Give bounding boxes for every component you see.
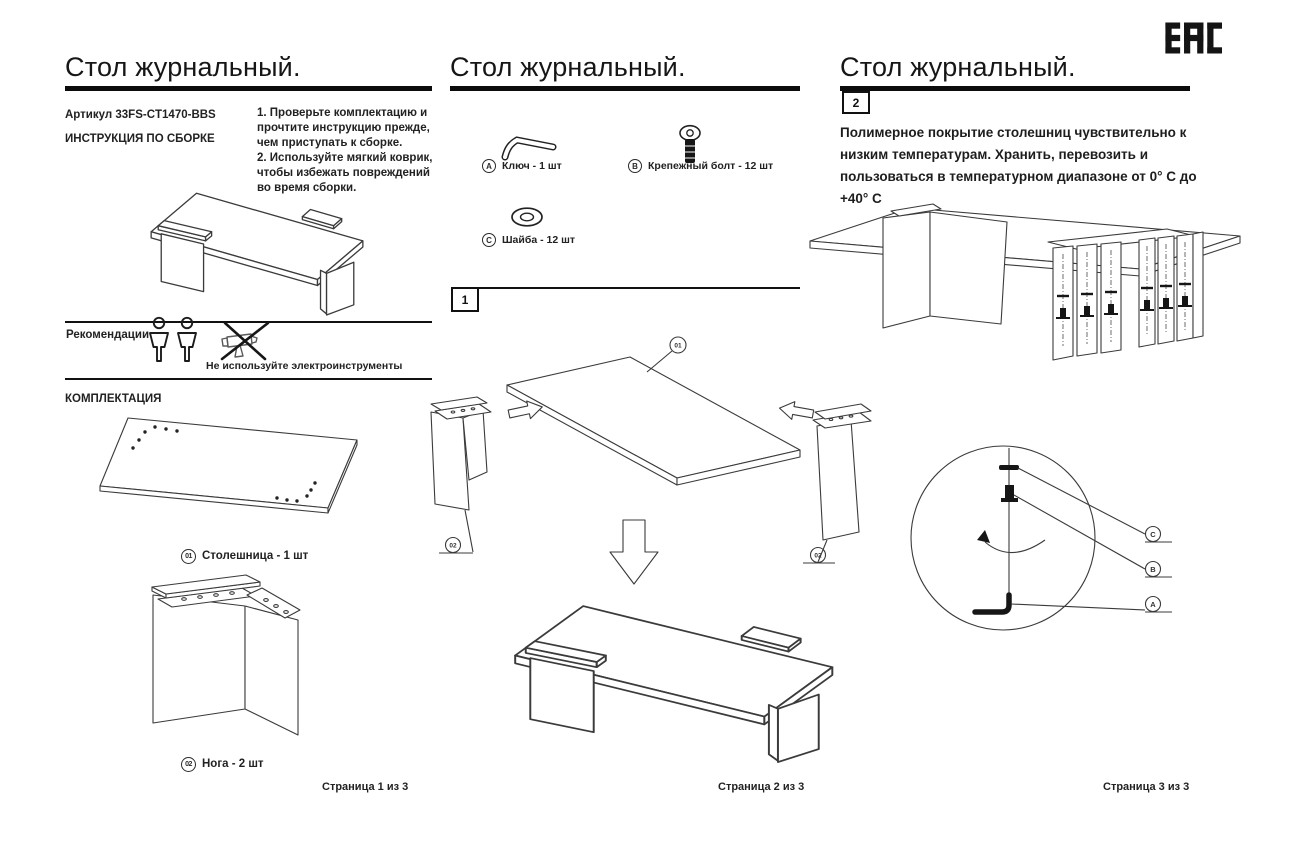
hardware-a bbox=[482, 159, 562, 173]
assembled-table-drawing bbox=[133, 176, 380, 318]
leg-part-drawing bbox=[148, 573, 313, 755]
page2-title-underline bbox=[450, 86, 800, 91]
no-power-tools-icon bbox=[219, 320, 271, 362]
hardware-b bbox=[628, 159, 773, 173]
page3-footer: Страница 3 из 3 bbox=[1103, 781, 1190, 793]
page3-title-underline bbox=[840, 86, 1190, 91]
temperature-warning-text: Полимерное покрытие столешниц чувствительно к низким температурам. Хранить, перевозить и пользоваться в температурном диапазоне от 0° С до +40° С bbox=[840, 125, 1197, 206]
hardware-a-badge: A bbox=[482, 159, 496, 173]
tabletop-part-drawing bbox=[95, 406, 375, 526]
assembly-instruction-label: ИНСТРУКЦИЯ ПО СБОРКЕ bbox=[65, 133, 215, 145]
callout-c: C bbox=[1150, 530, 1156, 539]
hardware-a-label: Ключ - 1 шт bbox=[502, 160, 562, 172]
callout-a: A bbox=[1150, 600, 1156, 609]
page1-title: Стол журнальный. bbox=[65, 52, 301, 82]
callout-02-left: 02 bbox=[449, 542, 457, 550]
instruction-step-1: 1. Проверьте комплектацию и прочтите инструкцию прежде, чем приступать к сборке. bbox=[257, 107, 430, 149]
no-power-tools-label: Не используйте электроинструменты bbox=[206, 360, 403, 372]
eac-mark-icon bbox=[1160, 12, 1222, 64]
callout-02-right: 02 bbox=[814, 552, 822, 560]
assembled-table-result-drawing bbox=[488, 584, 858, 766]
part-label-leg bbox=[181, 757, 264, 772]
callout-01: 01 bbox=[674, 342, 682, 350]
page2-title: Стол журнальный. bbox=[450, 52, 686, 82]
two-people-icon bbox=[145, 316, 203, 366]
hardware-b-label: Крепежный болт - 12 шт bbox=[648, 160, 774, 172]
bolt-in-detail bbox=[1005, 485, 1014, 499]
rotation-arrow-icon bbox=[985, 540, 1045, 553]
step1-rule bbox=[451, 287, 800, 289]
arrow-down-icon bbox=[610, 520, 658, 584]
callout-b: B bbox=[1150, 565, 1156, 574]
washer-icon bbox=[508, 204, 546, 230]
page3-title: Стол журнальный. bbox=[840, 52, 1076, 82]
part-top-label: Столешница - 1 шт bbox=[202, 550, 309, 562]
arrow-left-icon bbox=[778, 399, 815, 423]
hardware-c-label: Шайба - 12 шт bbox=[502, 234, 575, 246]
part-number-badge: 01 bbox=[181, 549, 196, 564]
part-leg-label: Нога - 2 шт bbox=[202, 758, 264, 770]
hardware-c-badge: C bbox=[482, 233, 496, 247]
step1-box: 1 bbox=[451, 287, 479, 312]
page1-footer: Страница 1 из 3 bbox=[322, 781, 409, 793]
recommendations-label: Рекомендации bbox=[66, 329, 150, 341]
hex-key-in-detail bbox=[975, 595, 1009, 612]
hardware-b-badge: B bbox=[628, 159, 642, 173]
part-label-top bbox=[181, 549, 308, 564]
instruction-step-2: 2. Используйте мягкий коврик, чтобы избежать повреждений во время сборки. bbox=[257, 152, 433, 194]
bolt-detail-callout-diagram bbox=[905, 438, 1197, 666]
page2-footer: Страница 2 из 3 bbox=[718, 781, 805, 793]
page1-title-underline bbox=[65, 86, 432, 91]
flipped-table-bolting-diagram bbox=[795, 196, 1255, 391]
washer-in-detail bbox=[999, 465, 1019, 470]
hardware-c bbox=[482, 233, 575, 247]
step2-box: 2 bbox=[842, 91, 870, 114]
divider bbox=[65, 378, 432, 380]
contents-header: КОМПЛЕКТАЦИЯ bbox=[65, 393, 162, 405]
article-number: Артикул 33FS-CT1470-BBS bbox=[65, 109, 216, 121]
part-number-badge: 02 bbox=[181, 757, 196, 772]
